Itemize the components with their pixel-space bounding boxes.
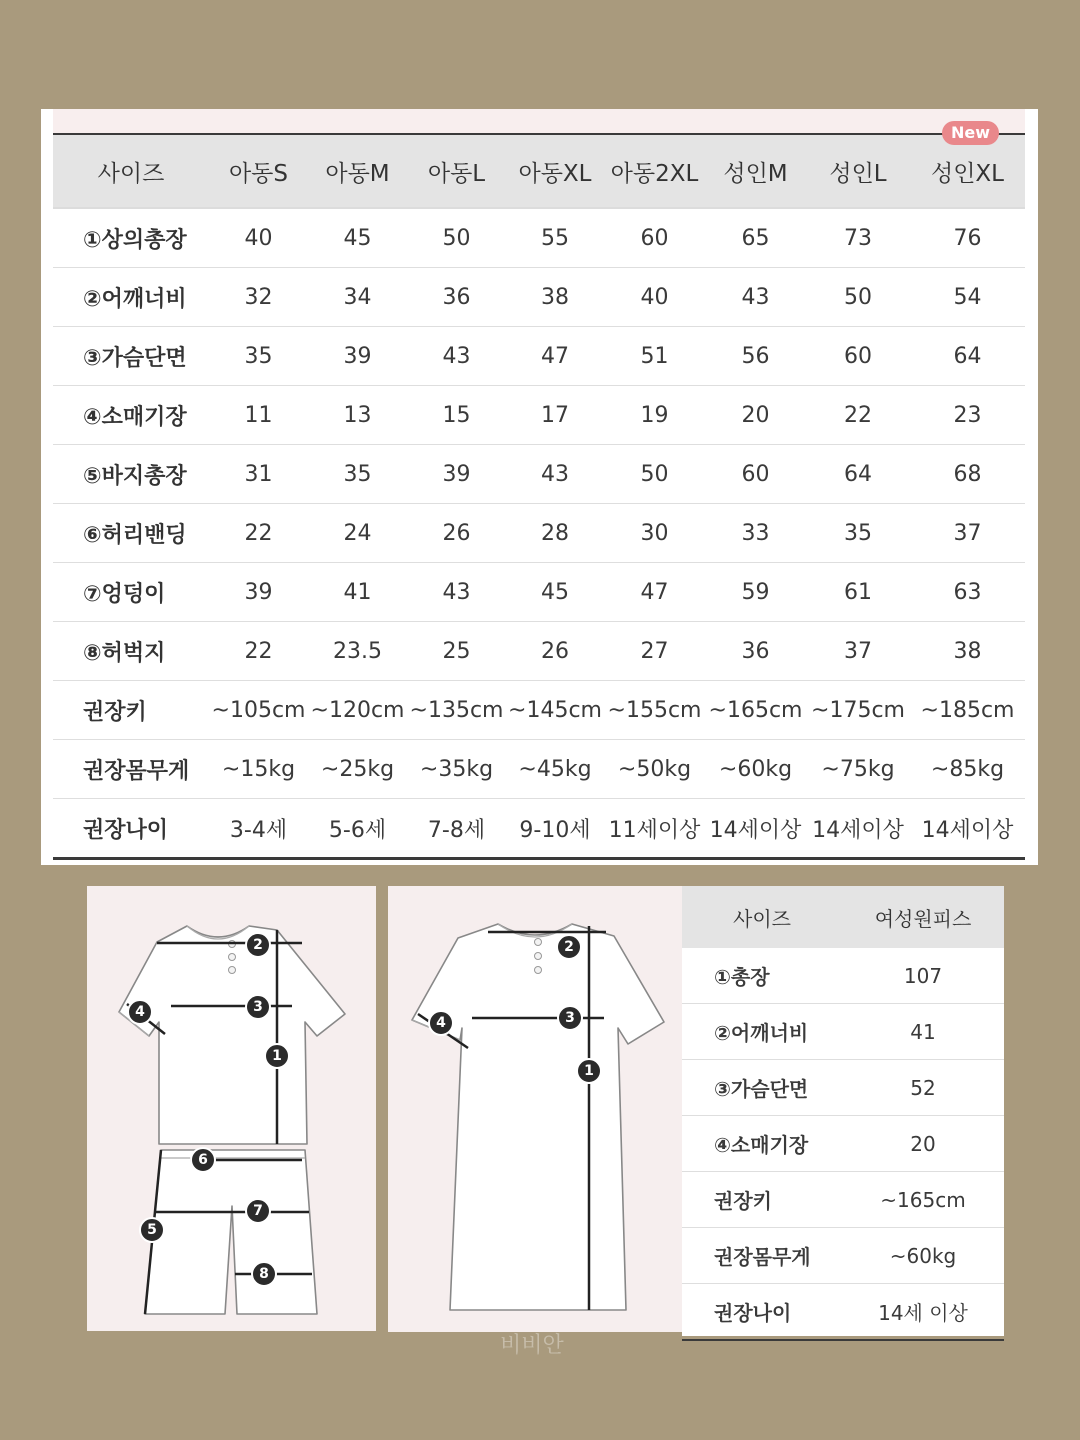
table-cell: 19 (604, 386, 705, 445)
table-row (682, 1004, 1004, 1060)
table-cell: 38 (910, 622, 1025, 681)
table-row (53, 681, 1025, 740)
table-cell: 50 (806, 268, 910, 327)
table-cell: 13 (308, 386, 407, 445)
table-cell: 40 (209, 208, 308, 268)
table-cell: 39 (308, 327, 407, 386)
table-cell: 14세이상 (709, 817, 802, 843)
row-label: 권장나이 (682, 1284, 842, 1341)
row-label: 권장키 (53, 681, 209, 740)
table-cell: 36 (407, 268, 506, 327)
table-cell: 34 (308, 268, 407, 327)
table-row (682, 1172, 1004, 1228)
pajama-set-illustration (87, 886, 376, 1331)
dress-size-card (682, 886, 1004, 1336)
dress-illustration (388, 886, 682, 1332)
table-cell: ~165cm (842, 1172, 1004, 1228)
table-cell: ~75kg (806, 740, 910, 799)
table-cell: 32 (209, 268, 308, 327)
table-cell: ~155cm (604, 681, 705, 740)
table-cell: 47 (604, 563, 705, 622)
table-cell: 45 (506, 563, 604, 622)
table-cell: 36 (705, 622, 806, 681)
row-label: ①상의총장 (53, 208, 209, 268)
table-cell: 63 (910, 563, 1025, 622)
table-cell: 23.5 (308, 622, 407, 681)
table-cell: 60 (806, 327, 910, 386)
table-cell: 47 (506, 327, 604, 386)
table-cell: 33 (705, 504, 806, 563)
table-cell: 35 (209, 327, 308, 386)
pajama-set-drawing (87, 886, 376, 1331)
size-table-body (53, 208, 1025, 857)
table-cell: 17 (506, 386, 604, 445)
table-cell: 43 (705, 268, 806, 327)
table-cell: ~45kg (506, 740, 604, 799)
table-row (53, 327, 1025, 386)
table-cell: 14세이상 (921, 817, 1014, 843)
table-cell: 9-10세 (519, 817, 591, 843)
table-cell: 31 (209, 445, 308, 504)
table-row (53, 504, 1025, 563)
table-row (53, 622, 1025, 681)
header-kids-l: 아동L (407, 135, 506, 208)
table-cell: 55 (506, 208, 604, 268)
table-cell: 50 (604, 445, 705, 504)
table-cell: 64 (806, 445, 910, 504)
table-cell: ~15kg (209, 740, 308, 799)
table-cell: 59 (705, 563, 806, 622)
table-cell: 20 (842, 1116, 1004, 1172)
row-label: 권장키 (682, 1172, 842, 1228)
table-cell: 30 (604, 504, 705, 563)
table-cell: 11 (209, 386, 308, 445)
header-adult-l: 성인L (806, 135, 910, 208)
measure-marker-3: 3 (245, 994, 271, 1020)
row-label: ①총장 (682, 948, 842, 1004)
table-row (53, 563, 1025, 622)
table-cell: 22 (209, 622, 308, 681)
table-cell: 43 (506, 445, 604, 504)
shorts-shape (145, 1150, 317, 1314)
table-cell: ~185cm (910, 681, 1025, 740)
table-row (53, 799, 1025, 858)
header-size: 사이즈 (53, 135, 209, 208)
table-row (682, 1060, 1004, 1116)
measure-marker-8: 8 (251, 1261, 277, 1287)
measure-marker-4: 4 (428, 1010, 454, 1036)
table-cell: ~60kg (705, 740, 806, 799)
table-cell: ~105cm (209, 681, 308, 740)
table-cell: 52 (842, 1060, 1004, 1116)
table-cell: 22 (806, 386, 910, 445)
table-row (682, 1116, 1004, 1172)
measure-marker-1: 1 (264, 1043, 290, 1069)
table-row (53, 740, 1025, 799)
size-chart-table (53, 123, 1025, 857)
table-cell: 45 (308, 208, 407, 268)
table-cell: ~35kg (407, 740, 506, 799)
bottom-rule (53, 857, 1025, 860)
table-cell: ~60kg (842, 1228, 1004, 1284)
table-row (682, 948, 1004, 1004)
watermark-text: 비비안 (500, 1333, 564, 1358)
table-cell: 37 (910, 504, 1025, 563)
measure-marker-6: 6 (190, 1147, 216, 1173)
table-cell: 20 (705, 386, 806, 445)
row-label: 권장나이 (83, 817, 169, 843)
measure-marker-4: 4 (127, 999, 153, 1025)
table-row (682, 1284, 1004, 1341)
dress-table-body (682, 948, 1004, 1340)
dress-size-table (682, 886, 1004, 1341)
table-cell: 26 (506, 622, 604, 681)
row-label: 권장몸무게 (682, 1228, 842, 1284)
table-cell: 65 (705, 208, 806, 268)
header-kids-s: 아동S (209, 135, 308, 208)
header-adult-m: 성인M (705, 135, 806, 208)
table-cell: 54 (910, 268, 1025, 327)
row-label: ②어깨너비 (53, 268, 209, 327)
row-label: ⑥허리밴딩 (53, 504, 209, 563)
table-cell: 37 (806, 622, 910, 681)
header-adult-xl-label: 성인XL (930, 160, 1004, 187)
table-cell: 28 (506, 504, 604, 563)
table-cell: ~145cm (506, 681, 604, 740)
table-row (53, 445, 1025, 504)
table-cell: ~120cm (308, 681, 407, 740)
table-row (53, 208, 1025, 268)
measure-marker-2: 2 (556, 934, 582, 960)
row-label: ⑧허벅지 (53, 622, 209, 681)
table-cell: 14세 이상 (842, 1284, 1004, 1341)
table-cell: 73 (806, 208, 910, 268)
table-cell: 41 (308, 563, 407, 622)
measure-marker-1: 1 (576, 1058, 602, 1084)
table-cell: ~50kg (604, 740, 705, 799)
header-kids-2xl: 아동2XL (604, 135, 705, 208)
table-cell: 27 (604, 622, 705, 681)
table-cell: ~165cm (705, 681, 806, 740)
dress-header-row (682, 886, 1004, 948)
table-cell: 60 (705, 445, 806, 504)
table-cell: 38 (506, 268, 604, 327)
table-cell: 51 (604, 327, 705, 386)
table-cell: ~175cm (806, 681, 910, 740)
table-cell: 40 (604, 268, 705, 327)
table-cell: 14세이상 (812, 817, 904, 843)
table-cell: 61 (806, 563, 910, 622)
row-label: ③가슴단면 (53, 327, 209, 386)
table-cell: 22 (209, 504, 308, 563)
table-cell: 26 (407, 504, 506, 563)
dress-header-onepiece: 여성원피스 (842, 886, 1004, 948)
size-header-row (53, 135, 1025, 208)
table-cell: 5-6세 (328, 817, 387, 843)
table-cell: 15 (407, 386, 506, 445)
dress-header-size: 사이즈 (682, 886, 842, 948)
row-label: ⑦엉덩이 (53, 563, 209, 622)
row-label: 권장몸무게 (53, 740, 209, 799)
table-cell: 35 (806, 504, 910, 563)
table-row (682, 1228, 1004, 1284)
table-cell: 3-4세 (229, 817, 288, 843)
table-row (53, 268, 1025, 327)
header-kids-xl: 아동XL (506, 135, 604, 208)
header-kids-m: 아동M (308, 135, 407, 208)
table-cell: 24 (308, 504, 407, 563)
dress-drawing (388, 886, 682, 1332)
measure-marker-3: 3 (557, 1005, 583, 1031)
top-band (53, 109, 1025, 133)
header-adult-xl (910, 123, 1025, 208)
table-cell: 39 (407, 445, 506, 504)
measure-marker-5: 5 (139, 1217, 165, 1243)
table-cell: 107 (842, 948, 1004, 1004)
new-badge: New (942, 121, 999, 145)
table-cell: 41 (842, 1004, 1004, 1060)
table-cell: 11세이상 (608, 817, 701, 843)
table-cell: 76 (910, 208, 1025, 268)
dress-shape (412, 924, 664, 1310)
table-cell: 23 (910, 386, 1025, 445)
table-cell: 7-8세 (427, 817, 486, 843)
table-cell: 50 (407, 208, 506, 268)
table-cell: 25 (407, 622, 506, 681)
table-cell: 39 (209, 563, 308, 622)
row-label: ④소매기장 (53, 386, 209, 445)
row-label: ⑤바지총장 (53, 445, 209, 504)
table-cell: 56 (705, 327, 806, 386)
table-cell: 68 (910, 445, 1025, 504)
table-cell: ~25kg (308, 740, 407, 799)
measure-marker-7: 7 (245, 1198, 271, 1224)
table-cell: 35 (308, 445, 407, 504)
table-cell: ~85kg (910, 740, 1025, 799)
measure-marker-2: 2 (245, 932, 271, 958)
table-cell: ~135cm (407, 681, 506, 740)
size-chart-card (41, 109, 1038, 865)
table-cell: 64 (910, 327, 1025, 386)
table-cell: 60 (604, 208, 705, 268)
row-label: ②어깨너비 (682, 1004, 842, 1060)
table-cell: 43 (407, 563, 506, 622)
row-label: ④소매기장 (682, 1116, 842, 1172)
table-row (53, 386, 1025, 445)
table-cell: 43 (407, 327, 506, 386)
row-label: ③가슴단면 (682, 1060, 842, 1116)
